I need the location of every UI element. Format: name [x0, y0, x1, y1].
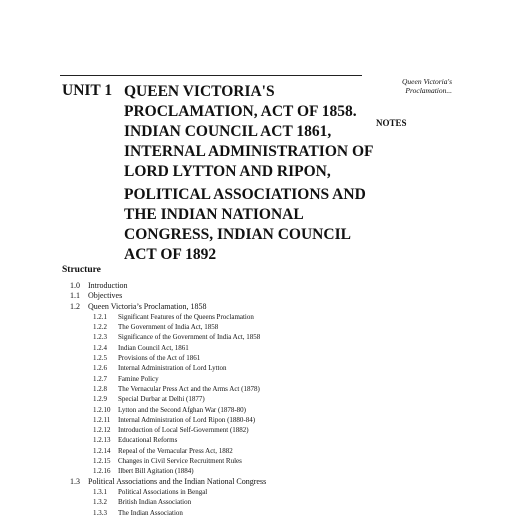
structure-item-text: Ilbert Bill Agitation (1884)	[118, 467, 194, 476]
running-head: Queen Victoria's Proclamation...	[402, 77, 452, 95]
structure-item-text: Political Associations in Bengal	[118, 487, 208, 496]
structure-item	[0, 466, 370, 476]
structure-item-number: 1.1	[70, 291, 80, 301]
structure-item	[0, 508, 370, 518]
unit-title-line: PROCLAMATION, ACT OF 1858.	[124, 103, 357, 120]
structure-item-text: Queen Victoria’s Proclamation, 1858	[88, 301, 207, 311]
structure-item-number: 1.2.16	[93, 467, 111, 476]
structure-item	[0, 384, 370, 394]
structure-item-number: 1.2.2	[93, 323, 107, 332]
unit-title-line: INTERNAL ADMINISTRATION OF	[124, 143, 374, 160]
structure-item-number: 1.2.9	[93, 395, 107, 404]
structure-item-text: Introduction	[88, 281, 128, 290]
unit-title-line: QUEEN VICTORIA'S	[124, 83, 275, 100]
structure-item-number: 1.2.11	[93, 415, 111, 424]
structure-item	[0, 281, 370, 291]
structure-item	[0, 343, 370, 353]
notes-label: NOTES	[376, 118, 407, 128]
structure-item	[0, 477, 370, 487]
structure-item-text: Lytton and the Second Afghan War (1878-80)	[118, 405, 247, 414]
structure-item	[0, 497, 370, 507]
structure-item	[0, 435, 370, 445]
structure-item-text: Famine Policy	[118, 374, 159, 383]
unit-title-line: INDIAN COUNCIL ACT 1861,	[124, 123, 332, 140]
structure-heading: Structure	[62, 265, 101, 275]
structure-item-text: Significant Features of the Queens Proclamation	[118, 312, 254, 321]
structure-item-text: Objectives	[88, 291, 123, 301]
structure-item-text: Introduction of Local Self-Government (1882)	[118, 426, 249, 435]
structure-item-number: 1.3	[70, 476, 80, 486]
structure-item-text: British Indian Association	[118, 498, 192, 507]
structure-item-number: 1.2.12	[93, 426, 111, 435]
structure-item	[0, 405, 370, 415]
structure-item-number: 1.2.7	[93, 374, 107, 383]
structure-item-number: 1.2.1	[93, 312, 107, 321]
structure-item-text: Provisions of the Act of 1861	[118, 354, 201, 363]
structure-item	[0, 446, 370, 456]
structure-item-text: The Government of India Act, 1858	[118, 323, 219, 332]
structure-item-text: Indian Council Act, 1861	[118, 343, 189, 352]
structure-item	[0, 374, 370, 384]
structure-item-number: 1.2.10	[93, 405, 111, 414]
structure-list	[0, 281, 370, 518]
unit-title-line: POLITICAL ASSOCIATIONS AND	[124, 186, 366, 203]
structure-item	[0, 332, 370, 342]
structure-item-text: Educational Reforms	[118, 436, 178, 445]
structure-item-text: The Indian Association	[118, 508, 183, 517]
structure-item-number: 1.3.3	[93, 508, 107, 517]
unit-number: UNIT 1	[62, 82, 113, 99]
unit-title-line: CONGRESS, INDIAN COUNCIL	[124, 226, 351, 243]
structure-item-text: Repeal of the Vernacular Press Act, 1882	[118, 446, 233, 455]
structure-item	[0, 363, 370, 373]
unit-title-block-2	[124, 185, 369, 265]
header-rule	[60, 75, 362, 76]
structure-item-text: The Vernacular Press Act and the Arms Act (1878)	[118, 384, 260, 393]
structure-item-text: Significance of the Government of India Act, 1858	[118, 333, 261, 342]
structure-item	[0, 302, 370, 312]
structure-item	[0, 322, 370, 332]
structure-item-number: 1.0	[70, 281, 80, 290]
structure-item-number: 1.2.4	[93, 343, 107, 352]
structure-item	[0, 415, 370, 425]
structure-item	[0, 456, 370, 466]
structure-item-number: 1.2.6	[93, 364, 107, 373]
structure-item-number: 1.3.2	[93, 498, 107, 507]
unit-title-line: ACT OF 1892	[124, 246, 217, 263]
structure-item-number: 1.2.14	[93, 446, 111, 455]
structure-item-number: 1.2.3	[93, 333, 107, 342]
structure-item	[0, 487, 370, 497]
unit-title-block-1	[124, 82, 374, 182]
structure-item	[0, 291, 370, 301]
structure-item	[0, 394, 370, 404]
structure-item	[0, 425, 370, 435]
structure-item-number: 1.2.13	[93, 436, 111, 445]
structure-item-number: 1.3.1	[93, 487, 107, 496]
structure-item-text: Internal Administration of Lord Ripon (1880-84)	[118, 415, 256, 424]
structure-item-text: Changes in Civil Service Recruitment Rules	[118, 457, 242, 466]
unit-title-line: THE INDIAN NATIONAL	[124, 206, 304, 223]
structure-item-text: Special Durbar at Delhi (1877)	[118, 395, 205, 404]
structure-item	[0, 353, 370, 363]
structure-item-number: 1.2	[70, 301, 80, 311]
structure-item	[0, 312, 370, 322]
structure-item-number: 1.2.5	[93, 354, 107, 363]
structure-item-number: 1.2.15	[93, 457, 111, 466]
structure-item-number: 1.2.8	[93, 384, 107, 393]
structure-item-text: Internal Administration of Lord Lytton	[118, 364, 227, 373]
unit-title-line: LORD LYTTON AND RIPON,	[124, 163, 331, 180]
unit-title	[124, 82, 374, 265]
structure-item-text: Political Associations and the Indian National Congress	[88, 476, 267, 486]
